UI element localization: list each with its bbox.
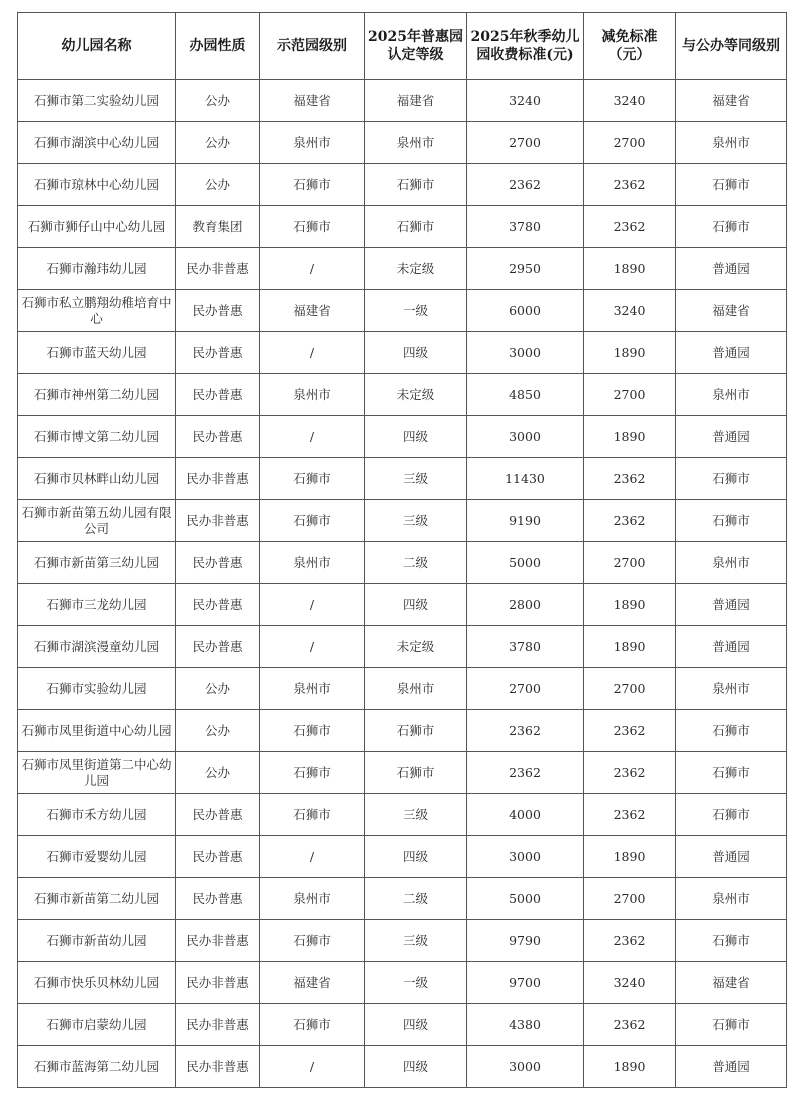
cell-school-nature: 民办非普惠: [176, 1046, 260, 1088]
cell-inclusive-grade: 未定级: [365, 248, 467, 290]
cell-demonstration-level: /: [260, 836, 365, 878]
cell-relief-standard: 2700: [584, 542, 676, 584]
cell-school-nature: 民办非普惠: [176, 1004, 260, 1046]
table-row: [18, 290, 787, 332]
cell-kindergarten-name: 石狮市神州第二幼儿园: [18, 374, 176, 416]
cell-relief-standard: 3240: [584, 290, 676, 332]
cell-fall-fee: 2700: [467, 122, 584, 164]
cell-relief-standard: 1890: [584, 1046, 676, 1088]
table-row: [18, 584, 787, 626]
cell-public-equivalent-level: 普通园: [676, 626, 787, 668]
cell-public-equivalent-level: 石狮市: [676, 164, 787, 206]
cell-school-nature: 民办普惠: [176, 374, 260, 416]
cell-kindergarten-name: 石狮市私立鹏翔幼稚培育中心: [18, 290, 176, 332]
header-fall-2025-fee: 2025年秋季幼儿园收费标准(元): [467, 13, 584, 80]
cell-inclusive-grade: 石狮市: [365, 752, 467, 794]
cell-public-equivalent-level: 泉州市: [676, 542, 787, 584]
cell-demonstration-level: /: [260, 416, 365, 458]
cell-kindergarten-name: 石狮市新苗第三幼儿园: [18, 542, 176, 584]
cell-demonstration-level: 泉州市: [260, 122, 365, 164]
cell-public-equivalent-level: 泉州市: [676, 878, 787, 920]
cell-school-nature: 民办普惠: [176, 542, 260, 584]
cell-inclusive-grade: 四级: [365, 1004, 467, 1046]
cell-inclusive-grade: 泉州市: [365, 122, 467, 164]
cell-fall-fee: 3000: [467, 416, 584, 458]
cell-inclusive-grade: 四级: [365, 836, 467, 878]
table-row: [18, 878, 787, 920]
header-relief-standard: 减免标准（元）: [584, 13, 676, 80]
cell-inclusive-grade: 二级: [365, 542, 467, 584]
cell-public-equivalent-level: 泉州市: [676, 374, 787, 416]
cell-fall-fee: 3000: [467, 836, 584, 878]
cell-demonstration-level: 泉州市: [260, 542, 365, 584]
cell-inclusive-grade: 未定级: [365, 626, 467, 668]
cell-kindergarten-name: 石狮市新苗幼儿园: [18, 920, 176, 962]
cell-kindergarten-name: 石狮市湖滨中心幼儿园: [18, 122, 176, 164]
cell-demonstration-level: 石狮市: [260, 164, 365, 206]
header-inclusive-grade-2025: 2025年普惠园认定等级: [365, 13, 467, 80]
table-body: [18, 80, 787, 1088]
table-row: [18, 374, 787, 416]
cell-relief-standard: 2700: [584, 374, 676, 416]
cell-relief-standard: 2700: [584, 122, 676, 164]
cell-fall-fee: 5000: [467, 542, 584, 584]
cell-inclusive-grade: 四级: [365, 416, 467, 458]
cell-demonstration-level: /: [260, 248, 365, 290]
cell-kindergarten-name: 石狮市禾方幼儿园: [18, 794, 176, 836]
cell-school-nature: 民办非普惠: [176, 500, 260, 542]
cell-kindergarten-name: 石狮市蓝天幼儿园: [18, 332, 176, 374]
cell-fall-fee: 3780: [467, 626, 584, 668]
cell-public-equivalent-level: 泉州市: [676, 122, 787, 164]
cell-kindergarten-name: 石狮市快乐贝林幼儿园: [18, 962, 176, 1004]
cell-school-nature: 民办普惠: [176, 836, 260, 878]
cell-inclusive-grade: 石狮市: [365, 206, 467, 248]
cell-public-equivalent-level: 福建省: [676, 80, 787, 122]
cell-public-equivalent-level: 普通园: [676, 248, 787, 290]
cell-relief-standard: 1890: [584, 332, 676, 374]
cell-school-nature: 公办: [176, 80, 260, 122]
table-row: [18, 458, 787, 500]
cell-relief-standard: 1890: [584, 626, 676, 668]
cell-fall-fee: 4000: [467, 794, 584, 836]
cell-inclusive-grade: 一级: [365, 962, 467, 1004]
cell-school-nature: 公办: [176, 710, 260, 752]
cell-demonstration-level: /: [260, 1046, 365, 1088]
cell-kindergarten-name: 石狮市实验幼儿园: [18, 668, 176, 710]
cell-demonstration-level: 石狮市: [260, 752, 365, 794]
cell-public-equivalent-level: 普通园: [676, 1046, 787, 1088]
cell-demonstration-level: 泉州市: [260, 668, 365, 710]
cell-inclusive-grade: 四级: [365, 584, 467, 626]
cell-relief-standard: 2362: [584, 500, 676, 542]
table-row: [18, 920, 787, 962]
cell-kindergarten-name: 石狮市蓝海第二幼儿园: [18, 1046, 176, 1088]
cell-relief-standard: 2362: [584, 752, 676, 794]
kindergarten-fee-table: [17, 12, 787, 1088]
table-row: [18, 710, 787, 752]
cell-school-nature: 民办非普惠: [176, 248, 260, 290]
table-row: [18, 500, 787, 542]
cell-kindergarten-name: 石狮市新苗第二幼儿园: [18, 878, 176, 920]
cell-kindergarten-name: 石狮市凤里街道中心幼儿园: [18, 710, 176, 752]
cell-demonstration-level: 福建省: [260, 80, 365, 122]
cell-school-nature: 民办普惠: [176, 416, 260, 458]
cell-relief-standard: 3240: [584, 962, 676, 1004]
cell-school-nature: 民办普惠: [176, 584, 260, 626]
cell-public-equivalent-level: 石狮市: [676, 794, 787, 836]
table-row: [18, 752, 787, 794]
cell-public-equivalent-level: 石狮市: [676, 710, 787, 752]
cell-demonstration-level: 福建省: [260, 962, 365, 1004]
table-row: [18, 1004, 787, 1046]
cell-fall-fee: 11430: [467, 458, 584, 500]
cell-school-nature: 公办: [176, 668, 260, 710]
cell-relief-standard: 2362: [584, 920, 676, 962]
cell-public-equivalent-level: 石狮市: [676, 206, 787, 248]
cell-public-equivalent-level: 普通园: [676, 584, 787, 626]
cell-school-nature: 民办普惠: [176, 332, 260, 374]
cell-public-equivalent-level: 泉州市: [676, 668, 787, 710]
cell-demonstration-level: 泉州市: [260, 374, 365, 416]
header-kindergarten-name: 幼儿园名称: [18, 13, 176, 80]
cell-school-nature: 民办非普惠: [176, 920, 260, 962]
cell-public-equivalent-level: 福建省: [676, 290, 787, 332]
cell-school-nature: 民办非普惠: [176, 458, 260, 500]
cell-inclusive-grade: 石狮市: [365, 164, 467, 206]
cell-demonstration-level: 泉州市: [260, 878, 365, 920]
cell-inclusive-grade: 二级: [365, 878, 467, 920]
cell-relief-standard: 2700: [584, 668, 676, 710]
table-row: [18, 962, 787, 1004]
table-row: [18, 248, 787, 290]
cell-fall-fee: 5000: [467, 878, 584, 920]
cell-inclusive-grade: 三级: [365, 458, 467, 500]
table-row: [18, 206, 787, 248]
table-row: [18, 164, 787, 206]
table-row: [18, 1046, 787, 1088]
cell-relief-standard: 2362: [584, 206, 676, 248]
cell-relief-standard: 2362: [584, 794, 676, 836]
cell-fall-fee: 3000: [467, 332, 584, 374]
cell-inclusive-grade: 未定级: [365, 374, 467, 416]
cell-inclusive-grade: 四级: [365, 332, 467, 374]
cell-school-nature: 民办普惠: [176, 626, 260, 668]
cell-fall-fee: 4380: [467, 1004, 584, 1046]
cell-fall-fee: 2800: [467, 584, 584, 626]
cell-relief-standard: 3240: [584, 80, 676, 122]
header-school-nature: 办园性质: [176, 13, 260, 80]
cell-kindergarten-name: 石狮市博文第二幼儿园: [18, 416, 176, 458]
header-demonstration-level: 示范园级别: [260, 13, 365, 80]
cell-kindergarten-name: 石狮市爱婴幼儿园: [18, 836, 176, 878]
cell-fall-fee: 2362: [467, 752, 584, 794]
cell-kindergarten-name: 石狮市新苗第五幼儿园有限公司: [18, 500, 176, 542]
cell-school-nature: 民办普惠: [176, 290, 260, 332]
cell-kindergarten-name: 石狮市湖滨漫童幼儿园: [18, 626, 176, 668]
cell-demonstration-level: 福建省: [260, 290, 365, 332]
cell-kindergarten-name: 石狮市第二实验幼儿园: [18, 80, 176, 122]
table-row: [18, 416, 787, 458]
cell-fall-fee: 4850: [467, 374, 584, 416]
cell-kindergarten-name: 石狮市三龙幼儿园: [18, 584, 176, 626]
table-header: [18, 13, 787, 80]
cell-relief-standard: 2362: [584, 458, 676, 500]
cell-inclusive-grade: 三级: [365, 794, 467, 836]
cell-kindergarten-name: 石狮市瀚玮幼儿园: [18, 248, 176, 290]
cell-fall-fee: 2700: [467, 668, 584, 710]
cell-demonstration-level: 石狮市: [260, 458, 365, 500]
cell-fall-fee: 2362: [467, 164, 584, 206]
cell-relief-standard: 2362: [584, 164, 676, 206]
cell-fall-fee: 9190: [467, 500, 584, 542]
cell-demonstration-level: /: [260, 626, 365, 668]
cell-demonstration-level: 石狮市: [260, 794, 365, 836]
cell-relief-standard: 1890: [584, 836, 676, 878]
table-row: [18, 668, 787, 710]
cell-relief-standard: 2362: [584, 710, 676, 752]
cell-inclusive-grade: 一级: [365, 290, 467, 332]
header-public-equivalent-level: 与公办等同级别: [676, 13, 787, 80]
header-row: [18, 13, 787, 80]
cell-demonstration-level: 石狮市: [260, 920, 365, 962]
cell-fall-fee: 3000: [467, 1046, 584, 1088]
cell-demonstration-level: /: [260, 332, 365, 374]
cell-school-nature: 教育集团: [176, 206, 260, 248]
cell-fall-fee: 6000: [467, 290, 584, 332]
cell-school-nature: 公办: [176, 122, 260, 164]
cell-inclusive-grade: 福建省: [365, 80, 467, 122]
cell-public-equivalent-level: 普通园: [676, 416, 787, 458]
cell-fall-fee: 2950: [467, 248, 584, 290]
cell-inclusive-grade: 三级: [365, 500, 467, 542]
table-row: [18, 626, 787, 668]
cell-kindergarten-name: 石狮市狮仔山中心幼儿园: [18, 206, 176, 248]
cell-school-nature: 公办: [176, 752, 260, 794]
cell-fall-fee: 2362: [467, 710, 584, 752]
cell-demonstration-level: /: [260, 584, 365, 626]
cell-inclusive-grade: 四级: [365, 1046, 467, 1088]
table-row: [18, 794, 787, 836]
cell-relief-standard: 1890: [584, 584, 676, 626]
cell-inclusive-grade: 泉州市: [365, 668, 467, 710]
cell-public-equivalent-level: 福建省: [676, 962, 787, 1004]
table-row: [18, 80, 787, 122]
cell-relief-standard: 2700: [584, 878, 676, 920]
cell-school-nature: 民办普惠: [176, 878, 260, 920]
cell-public-equivalent-level: 石狮市: [676, 920, 787, 962]
table-row: [18, 836, 787, 878]
cell-demonstration-level: 石狮市: [260, 206, 365, 248]
cell-relief-standard: 2362: [584, 1004, 676, 1046]
cell-public-equivalent-level: 石狮市: [676, 1004, 787, 1046]
cell-inclusive-grade: 石狮市: [365, 710, 467, 752]
cell-fall-fee: 3780: [467, 206, 584, 248]
cell-kindergarten-name: 石狮市凤里街道第二中心幼儿园: [18, 752, 176, 794]
cell-relief-standard: 1890: [584, 416, 676, 458]
cell-school-nature: 民办普惠: [176, 794, 260, 836]
cell-demonstration-level: 石狮市: [260, 710, 365, 752]
cell-school-nature: 公办: [176, 164, 260, 206]
table-row: [18, 122, 787, 164]
cell-public-equivalent-level: 石狮市: [676, 500, 787, 542]
cell-school-nature: 民办非普惠: [176, 962, 260, 1004]
cell-demonstration-level: 石狮市: [260, 1004, 365, 1046]
cell-public-equivalent-level: 石狮市: [676, 752, 787, 794]
cell-fall-fee: 9700: [467, 962, 584, 1004]
cell-fall-fee: 9790: [467, 920, 584, 962]
cell-public-equivalent-level: 普通园: [676, 836, 787, 878]
cell-fall-fee: 3240: [467, 80, 584, 122]
cell-relief-standard: 1890: [584, 248, 676, 290]
cell-public-equivalent-level: 普通园: [676, 332, 787, 374]
cell-inclusive-grade: 三级: [365, 920, 467, 962]
cell-kindergarten-name: 石狮市琼林中心幼儿园: [18, 164, 176, 206]
table-row: [18, 542, 787, 584]
cell-kindergarten-name: 石狮市贝林畔山幼儿园: [18, 458, 176, 500]
cell-public-equivalent-level: 石狮市: [676, 458, 787, 500]
cell-kindergarten-name: 石狮市启蒙幼儿园: [18, 1004, 176, 1046]
table-row: [18, 332, 787, 374]
cell-demonstration-level: 石狮市: [260, 500, 365, 542]
